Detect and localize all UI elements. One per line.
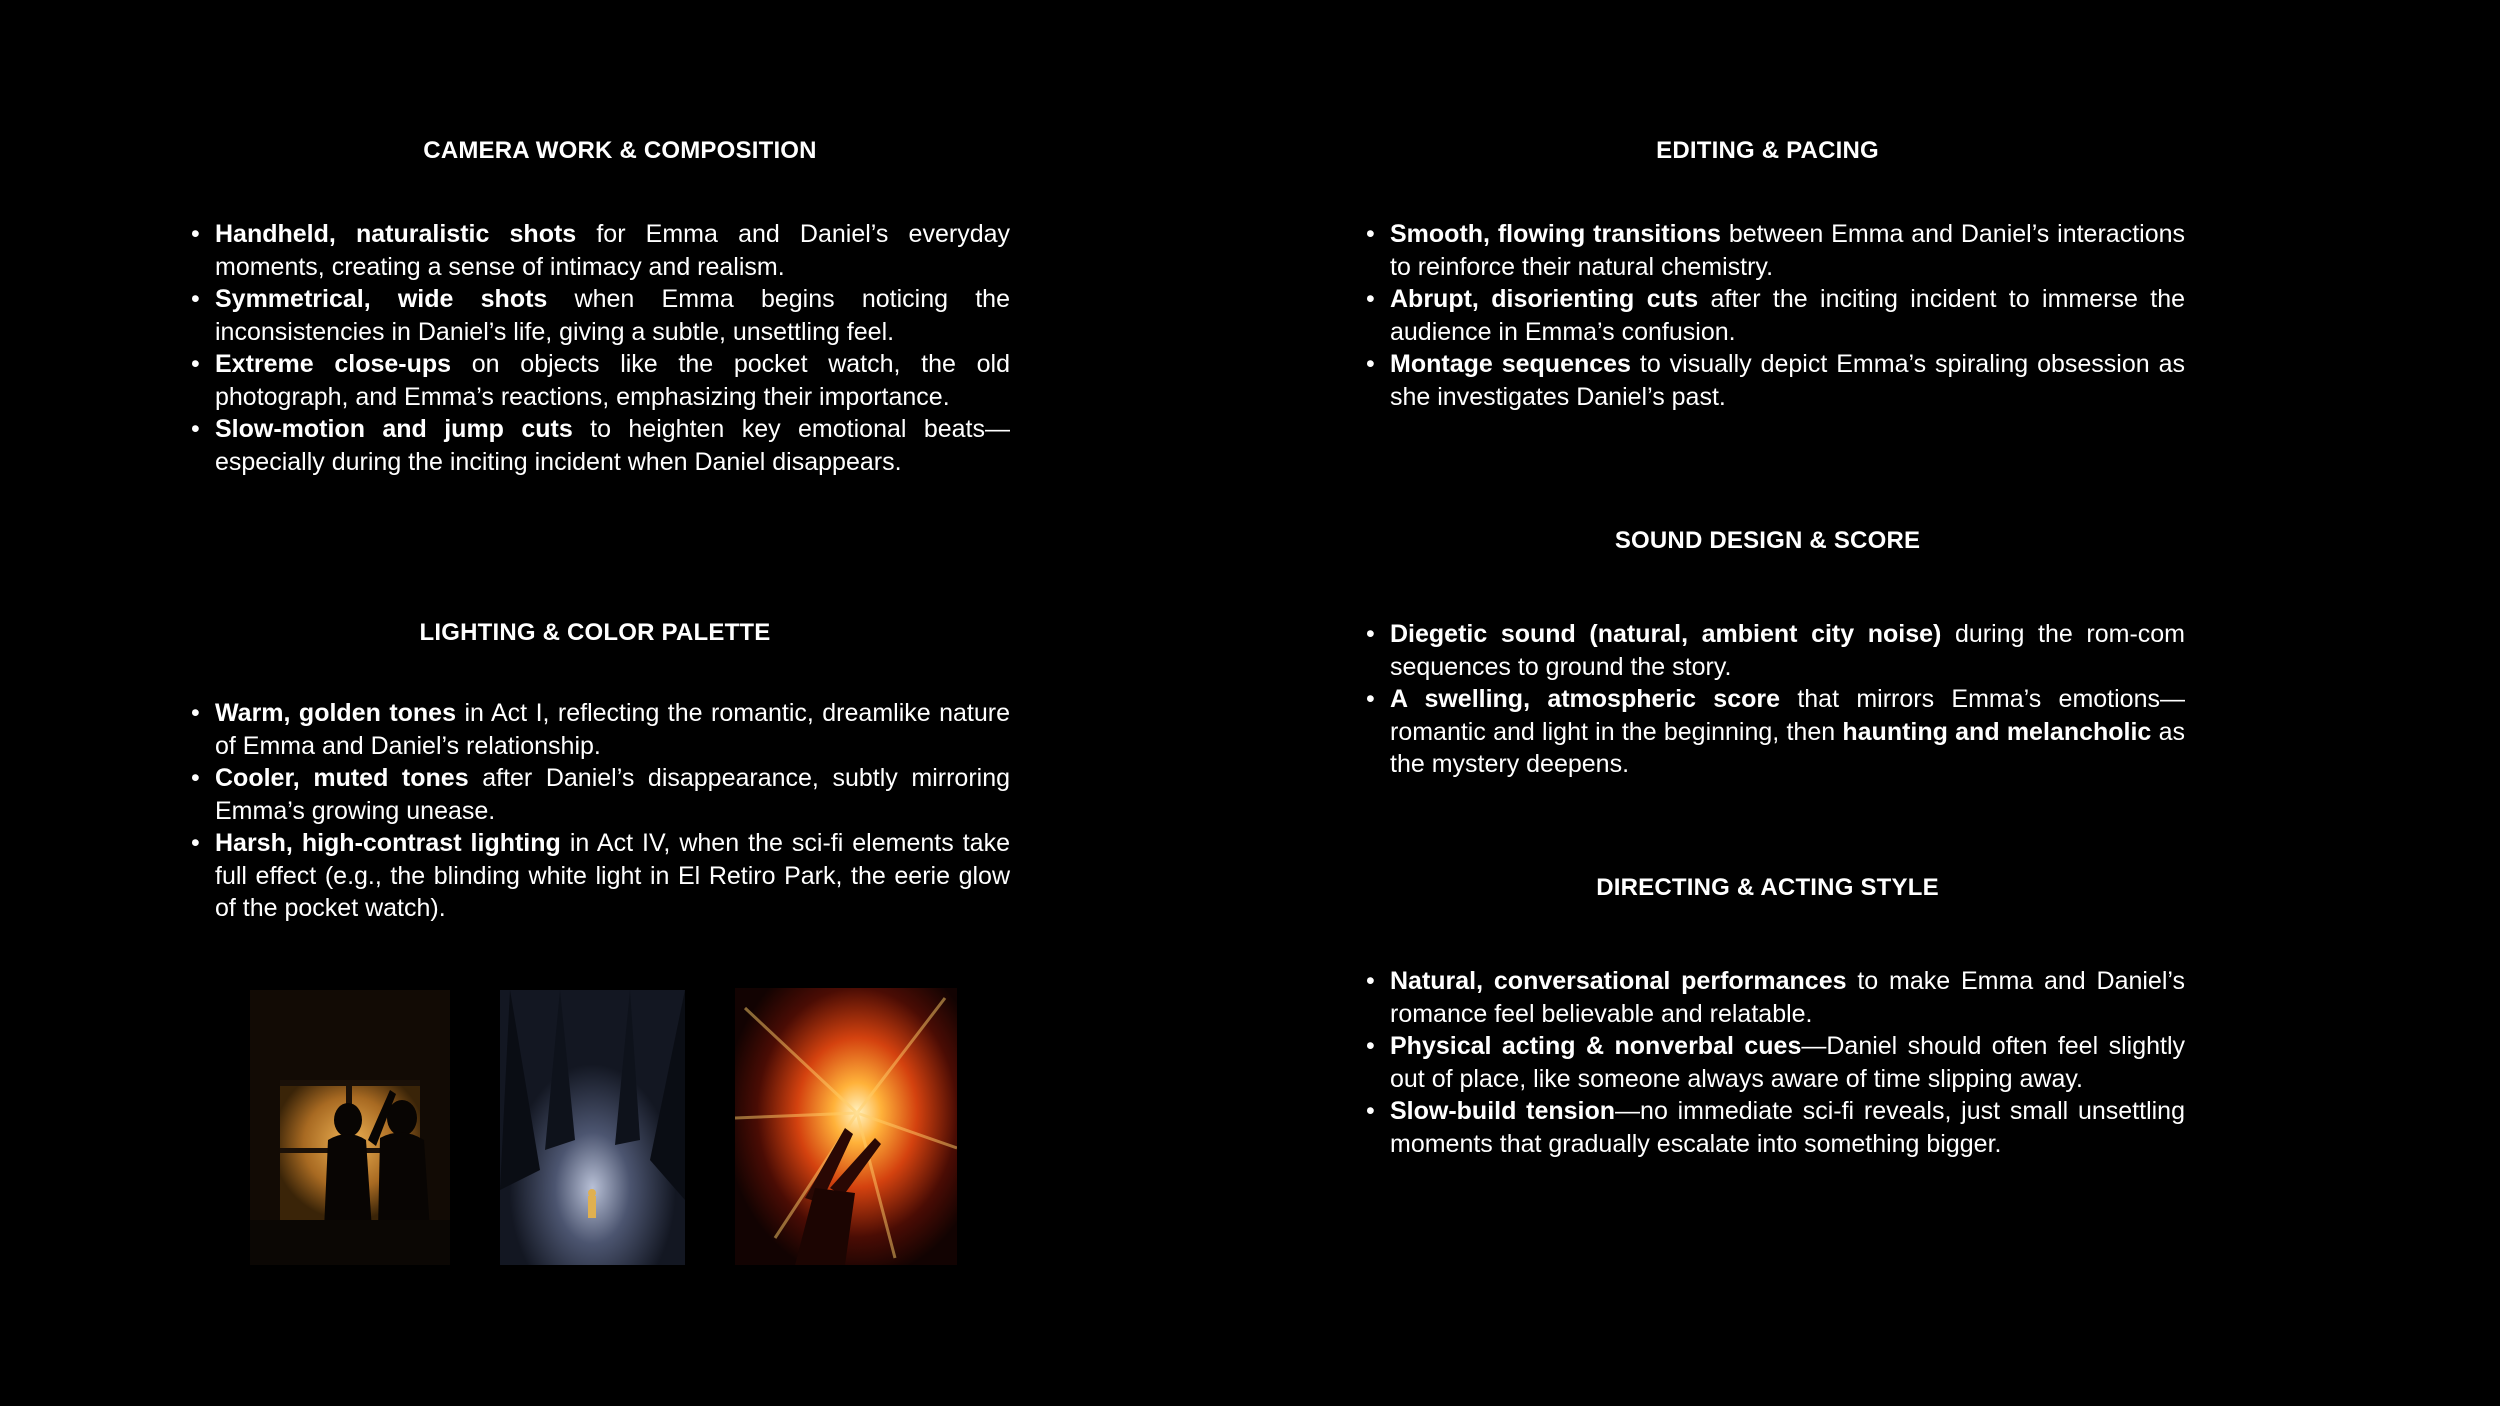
bullet-bold: Symmetrical, wide shots — [215, 285, 548, 313]
bullet-icon: • — [191, 220, 200, 248]
bullet-icon: • — [1366, 685, 1375, 713]
bullet-icon: • — [191, 285, 200, 313]
list-item — [191, 762, 1011, 827]
camera-list — [191, 218, 1011, 478]
directing-heading: DIRECTING & ACTING STYLE — [1596, 874, 1939, 901]
bullet-bold: Diegetic sound (natural, ambient city noise) — [1390, 620, 1942, 648]
bullet-icon: • — [1366, 220, 1375, 248]
bullet-icon: • — [191, 699, 200, 727]
lighting-list — [191, 697, 1011, 925]
list-item — [1366, 348, 2185, 413]
bullet-text: —Daniel should often feel slightly out of place, like someone always aware of time slipping away. — [1390, 1032, 2185, 1093]
bullet-icon: • — [1366, 620, 1375, 648]
bullet-bold: Warm, golden tones — [215, 699, 456, 727]
bullet-icon: • — [1366, 1097, 1375, 1125]
bullet-bold-secondary: haunting and melancholic — [1842, 717, 2152, 746]
bullet-text: in Act IV, when the sci-fi elements take full effect (e.g., the blinding white light in El Retiro Park, the eerie glow of the pocket watch). — [215, 829, 1010, 922]
directing-list — [1366, 965, 2185, 1160]
list-item — [1366, 683, 2185, 781]
bullet-text: that mirrors Emma’s emotions—romantic and light in the beginning, then — [1390, 685, 2185, 746]
sound-list — [1366, 618, 2186, 781]
bullet-text: —no immediate sci-fi reveals, just small unsettling moments that gradually escalate into something bigger. — [1390, 1097, 2185, 1158]
list-item — [191, 283, 1010, 348]
bullet-bold: Handheld, naturalistic shots — [215, 220, 577, 248]
bullet-bold: Natural, conversational performances — [1390, 967, 1847, 995]
bullet-bold: Slow-motion and jump cuts — [215, 415, 573, 443]
bullet-bold: Physical acting & nonverbal cues — [1390, 1032, 1802, 1060]
bullet-icon: • — [191, 764, 200, 792]
bullet-text: between Emma and Daniel’s interactions to reinforce their natural chemistry. — [1390, 220, 2185, 281]
bullet-text: in Act I, reflecting the romantic, dreamlike nature of Emma and Daniel’s relationship. — [215, 699, 1010, 760]
bullet-text: to visually depict Emma’s spiraling obsession as she investigates Daniel’s past. — [1390, 350, 2185, 411]
list-item — [1366, 283, 2186, 348]
bullet-icon: • — [1366, 967, 1375, 995]
bullet-text: after the inciting incident to immerse the audience in Emma’s confusion. — [1390, 285, 2186, 346]
bullet-text: on objects like the pocket watch, the old photograph, and Emma’s reactions, emphasizing their importance. — [215, 350, 1010, 411]
bullet-bold: Smooth, flowing transitions — [1390, 220, 1721, 248]
bullet-text: for Emma and Daniel’s everyday moments, creating a sense of intimacy and realism. — [215, 220, 1011, 281]
bullet-icon: • — [1366, 350, 1375, 378]
list-item — [1366, 218, 2185, 283]
camera-heading: CAMERA WORK & COMPOSITION — [423, 137, 817, 164]
bullet-icon: • — [191, 350, 200, 378]
list-item — [1366, 965, 2185, 1030]
photo-glowing-hand — [735, 988, 957, 1265]
bullet-text: during the rom-com sequences to ground the story. — [1390, 620, 2186, 681]
list-item — [191, 697, 1010, 762]
bullet-icon: • — [191, 415, 200, 443]
bullet-icon: • — [1366, 1032, 1375, 1060]
sound-heading: SOUND DESIGN & SCORE — [1614, 527, 1921, 554]
bullet-bold: Cooler, muted tones — [215, 764, 469, 792]
photo-silhouettes-window — [250, 990, 450, 1265]
editing-list — [1366, 218, 2186, 413]
bullet-text: after Daniel’s disappearance, subtly mirroring Emma’s growing unease. — [215, 764, 1011, 825]
list-item — [191, 413, 1010, 478]
bullet-bold: Montage sequences — [1390, 350, 1631, 378]
editing-heading: EDITING & PACING — [1656, 137, 1879, 164]
bullet-bold: Extreme close-ups — [215, 350, 452, 378]
list-item — [191, 218, 1011, 283]
lighting-heading: LIGHTING & COLOR PALETTE — [419, 619, 771, 646]
bullet-text: when Emma begins noticing the inconsistencies in Daniel’s life, giving a subtle, unsettling feel. — [215, 285, 1010, 346]
bullet-bold: Slow-build tension — [1390, 1097, 1616, 1125]
list-item — [1366, 1095, 2185, 1160]
list-item — [1366, 1030, 2185, 1095]
bullet-bold: A swelling, atmospheric score — [1390, 685, 1781, 713]
bullet-bold: Abrupt, disorienting cuts — [1390, 285, 1699, 313]
list-item — [191, 348, 1010, 413]
bullet-icon: • — [191, 829, 200, 857]
bullet-icon: • — [1366, 285, 1375, 313]
bullet-bold: Harsh, high-contrast lighting — [215, 829, 561, 857]
list-item — [1366, 618, 2186, 683]
bullet-text-secondary: as the mystery deepens. — [1390, 717, 2185, 778]
bullet-text: to heighten key emotional beats—especially during the inciting incident when Daniel disappears. — [215, 415, 1010, 476]
photo-figure-in-forest — [500, 990, 685, 1265]
bullet-text: to make Emma and Daniel’s romance feel believable and relatable. — [1390, 967, 2185, 1028]
list-item — [191, 827, 1010, 925]
